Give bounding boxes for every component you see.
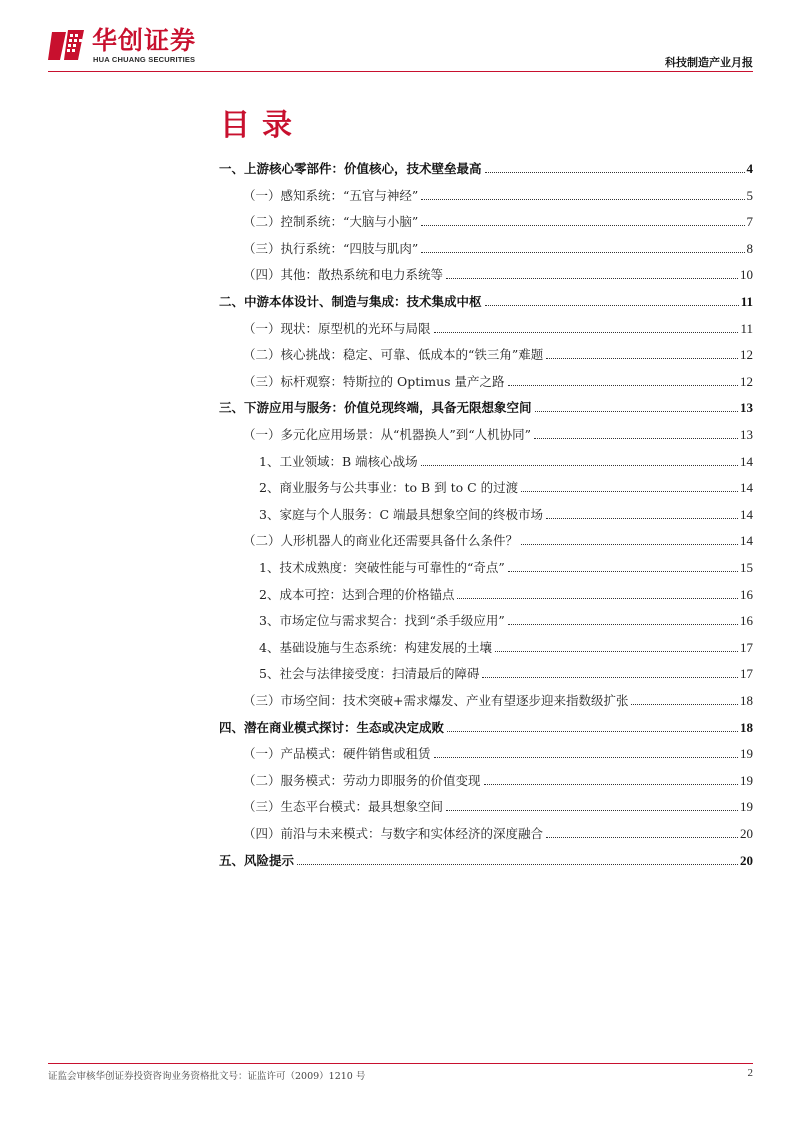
toc-entry[interactable] [243,212,753,230]
toc-leader-dots [546,518,738,519]
header-divider [48,71,753,72]
toc-entry-title: （一）多元化应用场景：从“机器换人”到“人机协同” [243,427,532,442]
brand-logo [48,26,208,66]
toc-entry[interactable] [259,611,753,629]
toc-entry-page: 8 [746,240,753,256]
toc-entry-title: 4、基础设施与生态系统：构建发展的土壤 [259,639,492,655]
toc-entry-title: （一）感知系统：“五官与神经” [243,187,419,203]
toc-leader-dots [434,757,738,758]
toc-entry[interactable] [243,186,753,204]
brand-name-cn: 华创证券 [92,26,197,55]
toc-leader-dots [508,624,738,625]
toc-entry-page: 18 [740,719,753,735]
toc-entry-title: 3、家庭与个人服务：C 端最具想象空间的终极市场 [259,506,543,522]
toc-entry[interactable] [243,691,753,709]
brand-logo-icon [48,26,86,64]
toc-entry[interactable] [243,239,753,257]
brand-name-en: HUA CHUANG SECURITIES [93,55,196,64]
toc-entry[interactable] [243,319,753,337]
toc-entry-page: 14 [740,480,753,496]
toc-leader-dots [297,864,738,865]
toc-entry-page: 11 [740,320,753,336]
toc-entry-page: 19 [740,799,753,815]
toc-leader-dots [421,465,738,466]
report-name: 科技制造产业月报 [665,56,753,69]
toc-entry[interactable] [243,265,753,283]
toc-entry[interactable] [259,664,753,682]
toc-entry-title: （二）人形机器人的商业化还需要具备什么条件？ [243,533,519,549]
toc-entry-title: 二、中游本体设计、制造与集成：技术集成中枢 [219,294,482,309]
toc-leader-dots [546,837,738,838]
toc-entry-page: 11 [740,294,753,309]
toc-entry[interactable] [243,372,753,390]
toc-entry-page: 13 [740,400,753,416]
toc-entry-page: 14 [740,533,753,549]
toc-leader-dots [485,305,739,306]
toc-entry-page: 18 [740,693,753,708]
toc-entry[interactable] [259,585,753,603]
toc-entry-page: 5 [746,187,753,203]
toc-entry[interactable] [259,638,753,656]
footer-divider [48,1063,753,1064]
toc-leader-dots [534,438,738,439]
toc-entry-title: （二）核心挑战：稳定、可靠、低成本的“铁三角”难题 [243,347,544,363]
toc-leader-dots [521,491,738,492]
toc-entry[interactable] [219,718,753,736]
toc-leader-dots [421,252,744,253]
license-statement: 证监会审核华创证券投资咨询业务资格批文号：证监许可（2009）1210 号 [48,1071,366,1082]
toc-entry-title: （三）生态平台模式：最具想象空间 [243,799,444,815]
toc-entry[interactable] [259,558,753,576]
toc-leader-dots [484,784,738,785]
toc-entry-page: 16 [740,586,753,602]
toc-leader-dots [546,358,738,359]
toc-leader-dots [457,598,738,599]
toc-leader-dots [421,199,744,200]
toc-entry-page: 17 [740,639,753,655]
toc-entry-title: 五、风险提示 [219,852,295,868]
toc-leader-dots [495,651,738,652]
toc-leader-dots [421,225,744,226]
toc-entry-title: （二）控制系统：“大脑与小脑” [243,214,419,230]
toc-entry-title: 1、工业领域：B 端核心战场 [259,453,418,469]
toc-entry-title: （四）其他：散热系统和电力系统等 [243,267,444,283]
toc-entry-page: 15 [740,560,753,575]
toc-leader-dots [485,172,745,173]
toc-entry[interactable] [219,398,753,416]
toc-leader-dots [508,385,738,386]
toc-entry-page: 16 [740,613,753,629]
toc-entry-title: 三、下游应用与服务：价值兑现终端，具备无限想象空间 [219,400,532,416]
toc-entry-title: （三）执行系统：“四肢与肌肉” [243,240,419,256]
toc-entry[interactable] [259,478,753,496]
toc-title: 目录 [220,108,304,143]
toc-entry[interactable] [219,292,753,310]
toc-entry[interactable] [243,425,753,443]
toc-leader-dots [446,278,738,279]
toc-entry-page: 20 [740,852,753,868]
toc-entry-title: 一、上游核心零部件：价值核心，技术壁垒最高 [219,161,482,176]
toc-leader-dots [446,810,738,811]
toc-entry-page: 17 [740,666,753,682]
toc-entry[interactable] [219,159,753,177]
toc-entry-page: 19 [740,746,753,762]
toc-entry-page: 20 [740,826,753,841]
toc-entry-title: （一）现状：原型机的光环与局限 [243,320,431,336]
toc-leader-dots [482,677,738,678]
toc-entry-page: 14 [740,506,753,522]
toc-entry[interactable] [243,531,753,549]
toc-leader-dots [535,411,738,412]
toc-entry[interactable] [243,345,753,363]
toc-entry-page: 19 [740,772,753,788]
toc-leader-dots [508,571,738,572]
toc-entry-title: 2、商业服务与公共事业：to B 到 to C 的过渡 [259,480,519,496]
toc-entry-page: 10 [740,267,753,283]
toc-leader-dots [447,731,738,732]
toc-entry-title: （二）服务模式：劳动力即服务的价值变现 [243,772,481,788]
toc-leader-dots [434,332,739,333]
toc-entry-title: 四、潜在商业模式探讨：生态或决定成败 [219,719,445,735]
toc-entry[interactable] [259,505,753,523]
toc-entry-title: （三）市场空间：技术突破+需求爆发、产业有望逐步迎来指数级扩张 [243,693,629,708]
toc-entry[interactable] [243,744,753,762]
toc-entry-page: 14 [740,453,753,469]
toc-entry[interactable] [243,824,753,842]
toc-entry-title: （四）前沿与未来模式：与数字和实体经济的深度融合 [243,826,544,841]
toc-entry-title: 2、成本可控：达到合理的价格锚点 [259,586,455,602]
toc-leader-dots [631,704,738,705]
toc-entry[interactable] [219,851,753,869]
toc-entry-title: （三）标杆观察：特斯拉的 Optimus 量产之路 [243,373,505,389]
toc-entry[interactable] [243,797,753,815]
toc-entry-page: 13 [740,427,753,442]
toc-entry-title: 1、技术成熟度：突破性能与可靠性的“奇点” [259,560,505,575]
toc-entry-page: 12 [740,347,753,363]
toc-entry[interactable] [243,771,753,789]
toc-entry-page: 4 [746,161,753,176]
page-header [0,0,793,76]
toc-entry-page: 12 [740,373,753,389]
toc-entry-title: 3、市场定位与需求契合：找到“杀手级应用” [259,613,505,629]
page-number: 2 [747,1067,753,1079]
toc-entry-page: 7 [746,214,753,230]
toc-entry-title: 5、社会与法律接受度：扫清最后的障碍 [259,666,480,682]
toc-entry[interactable] [259,452,753,470]
toc-leader-dots [521,544,738,545]
toc-entry-title: （一）产品模式：硬件销售或租赁 [243,746,431,762]
